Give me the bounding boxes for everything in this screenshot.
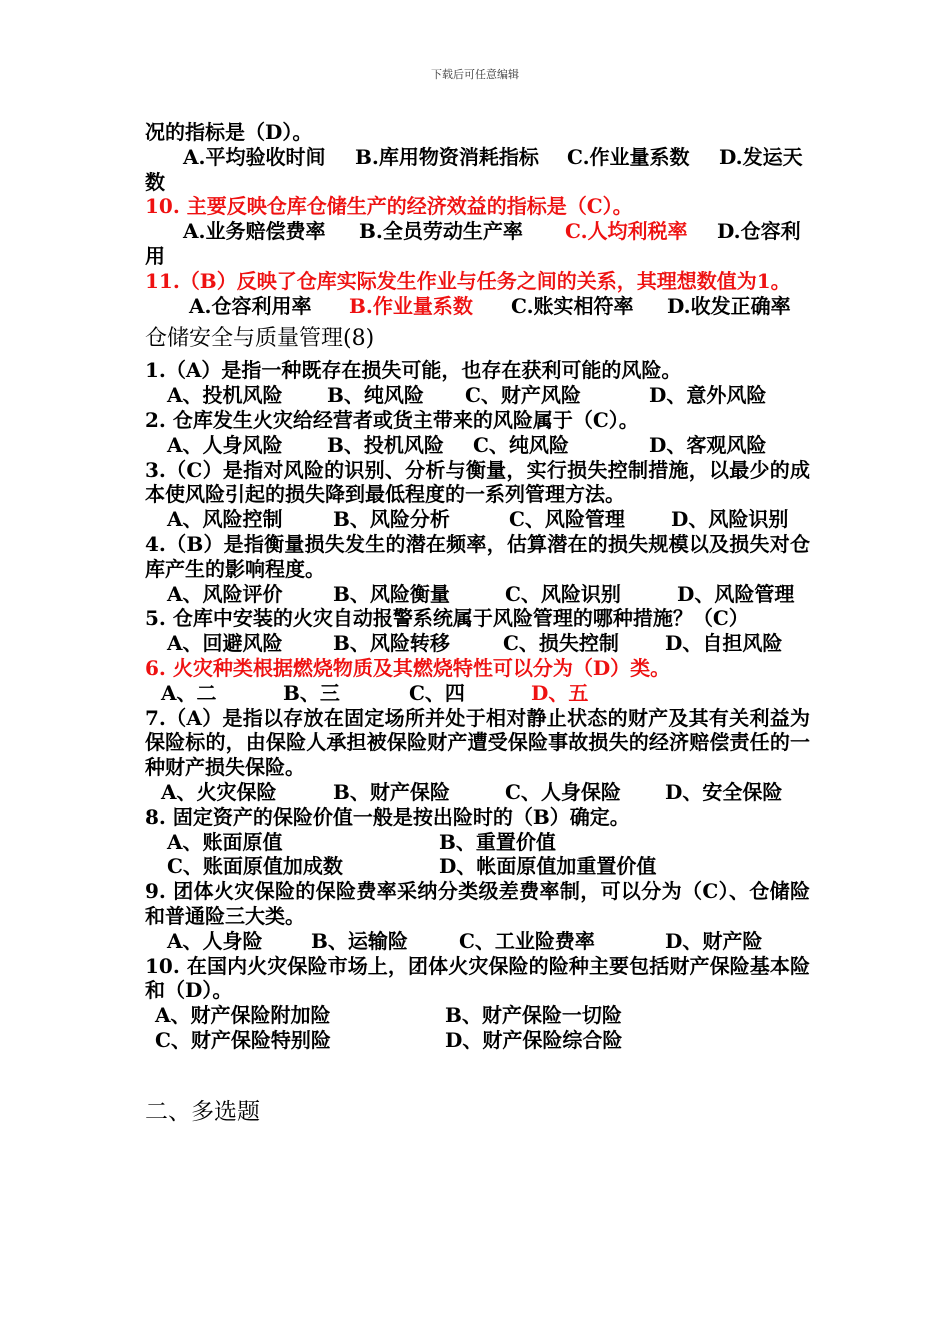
option-c: C.人均利税率 — [565, 219, 688, 244]
option-d: D.仓容利 — [717, 219, 801, 244]
option-a: A.仓容利用率 — [189, 293, 312, 318]
option-b: B、风险分析 — [333, 507, 450, 532]
option-d: D、财产险 — [665, 928, 763, 953]
question-9: 9. 团体火灾保险的保险费率采纳分类级差费率制，可以分为（C）、仓储险和普通险三大类。 — [145, 879, 810, 928]
option-d: D、风险识别 — [671, 507, 789, 532]
option-a: A、投机风险 — [167, 383, 283, 408]
option-a: A、财产保险附加险 — [155, 1003, 331, 1028]
option-d: D.收发正确率 — [667, 293, 791, 318]
question-1: 1.（A）是指一种既存在损失可能，也存在获利可能的风险。 — [145, 358, 682, 383]
option-b: B、财产保险一切险 — [445, 1003, 622, 1028]
option-b: B.作业量系数 — [349, 293, 473, 318]
question-4: 4.（B）是指衡量损失发生的潜在频率，估算潜在的损失规模以及损失对仓库产生的影响程度。 — [145, 531, 810, 581]
options-row — [145, 830, 810, 855]
option-b: B、三 — [283, 680, 340, 705]
option-a: A、人身险 — [167, 928, 263, 953]
options-row — [145, 145, 810, 170]
option-a: A、风险评价 — [167, 581, 283, 606]
option-d: D、客观风险 — [649, 432, 767, 457]
options-row — [145, 1003, 810, 1028]
option-a: A.平均验收时间 — [183, 144, 326, 169]
options-row — [145, 383, 810, 408]
options-row — [145, 631, 810, 656]
option-d: D、安全保险 — [665, 779, 783, 804]
option-c: C.作业量系数 — [567, 144, 690, 169]
question-5: 5. 仓库中安装的火灾自动报警系统属于风险管理的哪种措施？（C） — [145, 606, 749, 631]
option-c: C、账面原值加成数 — [167, 854, 343, 879]
question-2: 2. 仓库发生火灾给经营者或货主带来的风险属于（C）。 — [145, 407, 639, 432]
options-row — [145, 1028, 810, 1053]
option-b: B、纯风险 — [327, 383, 424, 408]
options-row — [145, 582, 810, 607]
option-d: D、五 — [531, 680, 589, 705]
options-row — [145, 929, 810, 954]
options-wrap: 用 — [145, 243, 165, 268]
option-d: D、风险管理 — [677, 581, 795, 606]
option-c: C、纯风险 — [473, 432, 569, 457]
option-b: B.全员劳动生产率 — [359, 219, 523, 244]
option-a: A.业务赔偿费率 — [183, 219, 326, 244]
option-c: C、财产风险 — [465, 383, 581, 408]
option-d: D、财产保险综合险 — [445, 1027, 623, 1052]
options-row — [145, 294, 810, 319]
option-b: B、重置价值 — [439, 829, 556, 854]
option-a: A、人身风险 — [167, 432, 283, 457]
option-a: A、火灾保险 — [161, 779, 277, 804]
options-row — [145, 219, 810, 244]
option-d: D.发运天 — [719, 144, 803, 169]
option-a: A、回避风险 — [167, 631, 283, 656]
option-a: A、二 — [161, 680, 217, 705]
option-c: C、财产保险特别险 — [155, 1027, 331, 1052]
question-11-prev: 11.（B）反映了仓库实际发生作业与任务之间的关系，其理想数值为1。 — [145, 268, 791, 293]
option-d: D、帐面原值加重置价值 — [439, 854, 657, 879]
option-d: D、自担风险 — [665, 631, 783, 656]
options-row — [145, 507, 810, 532]
page-header: 下载后可任意编辑 — [431, 68, 519, 81]
option-c: C.账实相符率 — [511, 293, 634, 318]
options-row — [145, 681, 810, 706]
question-6: 6. 火灾种类根据燃烧物质及其燃烧特性可以分为（D）类。 — [145, 655, 671, 680]
option-c: C、风险管理 — [509, 507, 625, 532]
question-8: 8. 固定资产的保险价值一般是按出险时的（B）确定。 — [145, 804, 630, 829]
options-row — [145, 854, 810, 879]
option-a: A、账面原值 — [167, 829, 283, 854]
option-b: B.库用物资消耗指标 — [355, 144, 539, 169]
option-c: C、四 — [409, 680, 465, 705]
question-7: 7.（A）是指以存放在固定场所并处于相对静止状态的财产及其有关利益为保险标的，由保险人承担被保险财产遭受保险事故损失的经济赔偿责任的一种财产损失保险。 — [145, 705, 810, 780]
options-wrap: 数 — [145, 169, 165, 194]
options-row — [145, 433, 810, 458]
option-d: D、意外风险 — [649, 383, 767, 408]
options-row — [145, 780, 810, 805]
question-3: 3.（C）是指对风险的识别、分析与衡量，实行损失控制措施，以最少的成本使风险引起的损失降到最低程度的一系列管理方法。 — [145, 457, 810, 507]
section-title: 仓储安全与质量管理(8) — [145, 326, 375, 352]
option-b: B、风险衡量 — [333, 581, 450, 606]
option-b: B、投机风险 — [327, 432, 444, 457]
question-10-prev: 10. 主要反映仓库仓储生产的经济效益的指标是（C）。 — [145, 194, 633, 219]
document-body — [145, 120, 810, 1127]
option-b: B、运输险 — [311, 928, 408, 953]
option-c: C、风险识别 — [505, 581, 621, 606]
question-10: 10. 在国内火灾保险市场上，团体火灾保险的险种主要包括财产保险基本险和（D）。 — [145, 953, 810, 1003]
option-a: A、风险控制 — [167, 507, 283, 532]
question-tail: 况的指标是（D）。 — [145, 120, 313, 144]
option-c: C、工业险费率 — [459, 928, 595, 953]
option-c: C、损失控制 — [503, 631, 619, 656]
option-b: B、财产保险 — [333, 779, 450, 804]
section-2-title: 二、多选题 — [145, 1098, 260, 1125]
option-c: C、人身保险 — [505, 779, 621, 804]
option-b: B、风险转移 — [333, 631, 450, 656]
